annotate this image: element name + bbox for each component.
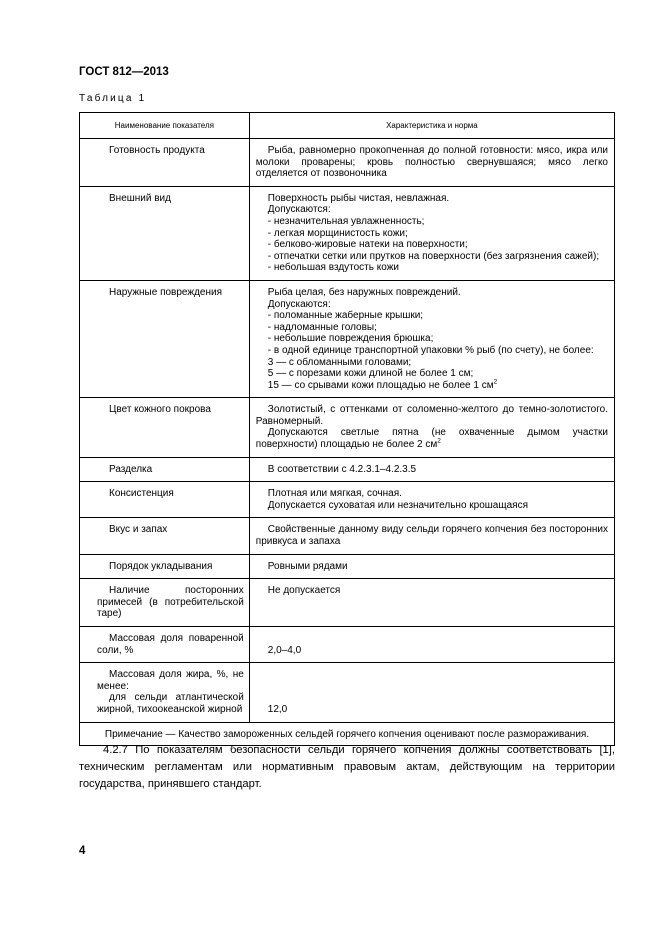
char-line: - отпечатки сетки или прутков на поверхности (без загрязнения сажей); <box>267 250 600 262</box>
column-header-char: Характеристика и норма <box>249 113 614 139</box>
superscript: 2 <box>493 378 498 386</box>
row-name-sub: для сельди атлантической жирной, тихоокеанской жирной <box>97 692 244 715</box>
table-row <box>80 663 615 722</box>
document-header: ГОСТ 812—2013 <box>79 66 169 78</box>
table-header-row <box>80 113 615 139</box>
row-char: Не допускается <box>267 585 341 597</box>
char-line: - белково-жировые натеки на поверхности; <box>267 239 468 251</box>
table-row <box>80 627 615 663</box>
row-name: Порядок укладывания <box>109 560 213 572</box>
table-row <box>80 457 615 482</box>
char-line: Допускаются: <box>267 298 331 310</box>
char-line: - небольшая вздутость кожи <box>267 262 399 274</box>
char-line: Рыба целая, без наружных повреждений. <box>267 286 461 298</box>
char-line-text: 15 — со срывами кожи площадью не более 1 см <box>267 379 494 391</box>
char-line: 3 — с обломанными головами; <box>267 356 412 368</box>
row-name: Вкус и запах <box>109 524 168 536</box>
char-line: - легкая морщинистость кожи; <box>267 227 408 239</box>
row-name: Наружные повреждения <box>109 286 222 298</box>
char-line: - в одной единице транспортной упаковки % рыб (по счету), не более: <box>267 344 594 356</box>
row-char: Ровными рядами <box>267 560 348 572</box>
row-char: 12,0 <box>267 703 288 715</box>
char-line: Допускается суховатая или незначительно крошащаяся <box>267 499 528 511</box>
char-line: 5 — с порезами кожи длиной не более 1 см; <box>267 368 474 380</box>
row-char: Свойственные данному виду сельди горячего копчения без посторонних привкуса и запаха <box>255 524 608 548</box>
body-paragraph: 4.2.7 По показателям безопасности сельди горячего копчения должны соответствовать [1], техническим регламентам или нормативным правовым актам, действующим на территории государства, принявшего стандарт. <box>79 744 615 790</box>
row-name: Внешний вид <box>109 192 171 204</box>
page-number: 4 <box>79 845 86 857</box>
table-title: Таблица 1 <box>79 93 147 104</box>
char-line: Плотная или мягкая, сочная. <box>267 488 402 500</box>
row-char <box>256 193 608 274</box>
char-line: - незначительная увлажненность; <box>267 215 425 227</box>
table-row <box>80 398 615 457</box>
row-name: Цвет кожного покрова <box>109 404 211 416</box>
row-char <box>256 488 608 511</box>
table-row <box>80 186 615 280</box>
row-name: Массовая доля поваренной соли, % <box>97 633 244 656</box>
row-name: Разделка <box>109 463 153 475</box>
row-name: Готовность продукта <box>109 145 205 156</box>
row-char-p2-text: Допускаются светлые пятна (не охваченные дымом участки поверхности) площадью не более 2 см <box>255 427 608 451</box>
table-note: Примечание — Качество замороженных сельдей горячего копчения оценивают после размораживания. <box>104 728 590 740</box>
char-line: Поверхность рыбы чистая, невлажная. <box>267 192 450 204</box>
superscript: 2 <box>437 437 441 445</box>
row-char: 2,0–4,0 <box>267 644 302 656</box>
char-line: - поломанные жаберные крышки; <box>267 310 424 322</box>
char-line: - небольшие повреждения брюшка; <box>267 333 434 345</box>
table-row <box>80 518 615 554</box>
table-row <box>80 554 615 579</box>
table-row <box>80 579 615 627</box>
table-row <box>80 139 615 187</box>
quality-table <box>79 112 615 746</box>
char-line: Допускаются: <box>267 204 331 216</box>
row-name: Наличие посторонних примесей (в потребительской таре) <box>97 585 244 620</box>
column-header-name: Наименование показателя <box>80 113 250 139</box>
char-line: - надломанные головы; <box>267 321 377 333</box>
table-row <box>80 280 615 397</box>
row-char <box>256 287 608 391</box>
row-char-p2 <box>256 427 608 450</box>
row-char-p1: Золотистый, с оттенками от соломенно-желтого до темно-золотистого. Равномерный. <box>255 404 608 427</box>
table-row <box>80 482 615 518</box>
char-line <box>268 380 608 392</box>
row-name: Консистенция <box>109 488 174 500</box>
row-char: Рыба, равномерно прокопченная до полной готовности: мясо, икра или молоки проварены; кровь полностью свернувшаяся; мясо легко отделяется от позвоночника <box>255 145 608 180</box>
row-name: Массовая доля жира, %, не менее: <box>97 669 244 692</box>
row-char: В соответствии с 4.2.3.1–4.2.3.5 <box>267 463 417 475</box>
